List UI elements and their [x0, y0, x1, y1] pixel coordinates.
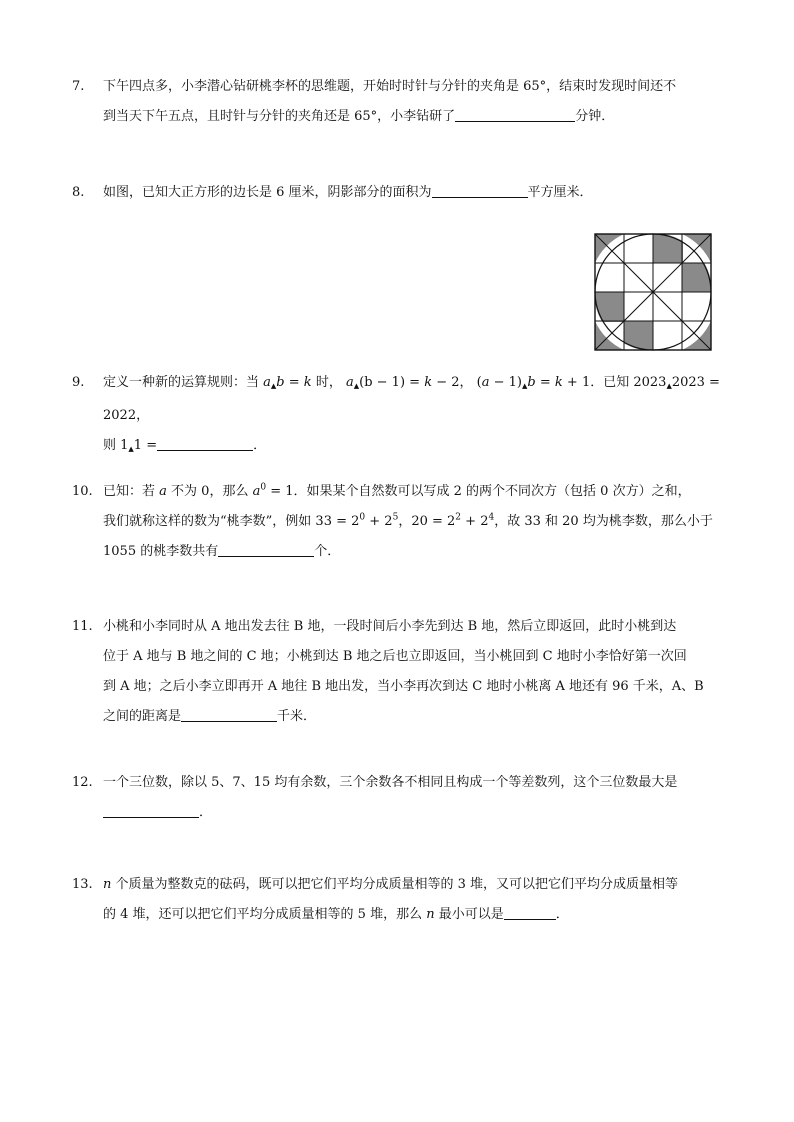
question-number: 8. — [72, 185, 85, 200]
answer-blank[interactable] — [432, 181, 528, 198]
question-text-line: 一个三位数，除以 5、7、15 均有余数，三个余数各不相同且构成一个等差数列，这个三位数最大是 — [103, 775, 678, 790]
question-text-line: 定义一种新的运算规则：当 a▲b = k 时， a▲(b − 1) = k − 2， (a − 1)▲b = k + 1．已知 2023▲2023 = 2022， — [103, 375, 720, 423]
answer-blank[interactable] — [157, 434, 253, 451]
question-number: 10. — [72, 484, 93, 499]
question-7 — [72, 72, 732, 132]
question-text-line: 小桃和小李同时从 A 地出发去往 B 地，一段时间后小李先到达 B 地，然后立即返回，此时小桃到达 — [103, 619, 677, 634]
question-number: 9. — [72, 375, 85, 390]
question-number: 13. — [72, 877, 93, 892]
question-text-line: 的 4 堆，还可以把它们平均分成质量相等的 5 堆，那么 n 最小可以是 ． — [103, 900, 732, 930]
question-text-line: 则 1▲1 = ． — [103, 431, 732, 464]
question-number: 7. — [72, 79, 85, 94]
question-text-line: 之间的距离是 千米． — [103, 702, 732, 732]
answer-blank[interactable] — [181, 705, 277, 722]
question-text-line: 已知：若 a 不为 0，那么 $a^0 = 1$．如果某个自然数可以写成 2 的两个不同次方（包括 0 次方）之和， — [103, 482, 691, 499]
question-text-line: n 个质量为整数克的砝码，既可以把它们平均分成质量相等的 3 堆，又可以把它们平均分成质量相等 — [103, 877, 679, 892]
answer-blank[interactable] — [103, 801, 199, 818]
answer-blank[interactable] — [504, 903, 556, 920]
question-8 — [72, 178, 732, 208]
question-13 — [72, 870, 732, 930]
question-text-line: 1055 的桃李数共有 个． — [103, 537, 732, 567]
square-circle-figure — [594, 233, 712, 351]
question-text-line: 到 A 地；之后小李立即再开 A 地往 B 地出发，当小李再次到达 C 地时小桃离 A 地还有 96 千米，A、B — [103, 679, 704, 694]
figure-lines — [595, 234, 711, 350]
question-text-line: 我们就称这样的数为“桃李数”，例如 $33 = 2^0 + 2^5$，$20 = 2^2 + 2^4$，故 33 和 20 均为桃李数，那么小于 — [103, 512, 713, 529]
question-number: 11. — [72, 619, 93, 634]
answer-blank[interactable] — [218, 540, 314, 557]
question-11 — [72, 612, 732, 732]
question-text-line: 下午四点多，小李潜心钻研桃李杯的思维题，开始时时针与分针的夹角是 65°，结束时发现时间还不 — [103, 79, 677, 94]
question-text-line: 位于 A 地与 B 地之间的 C 地；小桃到达 B 地之后也立即返回，当小桃回到 C 地时小李恰好第一次回 — [103, 649, 687, 664]
question-text-line: 到当天下午五点，且时针与分针的夹角还是 65°，小李钻研了 分钟． — [103, 102, 732, 132]
question-12 — [72, 768, 732, 828]
question-9 — [72, 368, 732, 464]
answer-blank[interactable] — [455, 105, 575, 122]
question-number: 12. — [72, 775, 93, 790]
question-text-line: ． — [103, 798, 732, 828]
question-text-line: 如图，已知大正方形的边长是 6 厘米，阴影部分的面积为 平方厘米． — [103, 178, 732, 208]
question-10 — [72, 477, 732, 567]
